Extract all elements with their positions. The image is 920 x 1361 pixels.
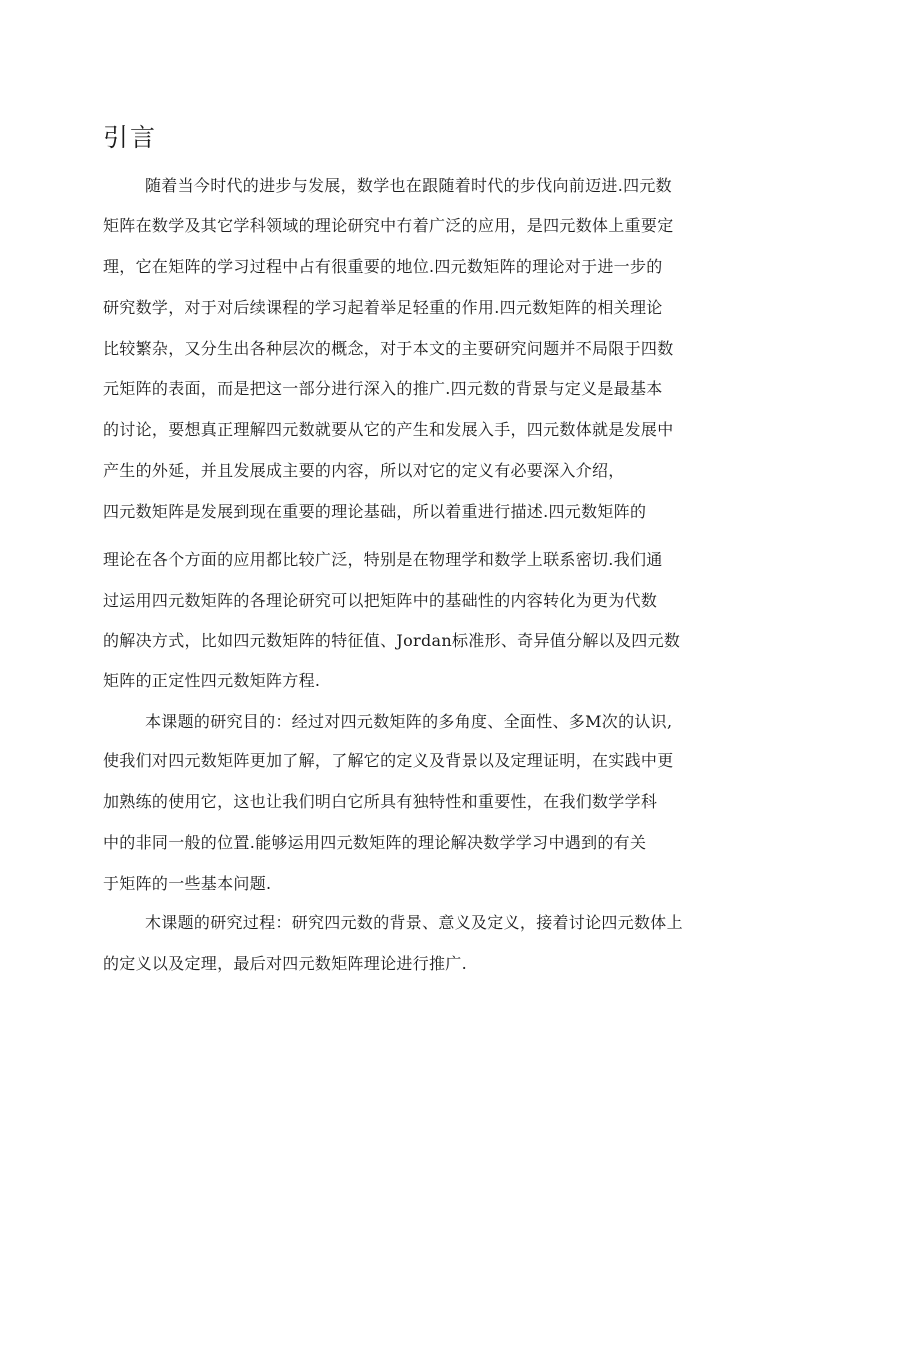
text-line: 矩阵的正定性四元数矩阵方程. [103,671,321,690]
text-line: 产生的外延，并且发展成主要的内容，所以对它的定义有必要深入介绍， [103,461,625,480]
text-line: 的讨论，要想真正理解四元数就要从它的产生和发展入手，四元数体就是发展中 [103,420,674,439]
text-line: 的解决方式，比如四元数矩阵的特征值、Jordan标准形、奇异值分解以及四元数 [103,631,681,650]
text-line: 理，它在矩阵的学习过程中占有很重要的地位.四元数矩阵的理论对于进一步的 [103,257,663,276]
text-line: 使我们对四元数矩阵更加了解，了解它的定义及背景以及定理证明，在实践中更 [103,751,674,770]
text-line: 元矩阵的表面，而是把这一部分进行深入的推广.四元数的背景与定义是最基本 [103,379,663,398]
section-heading: 引言 [103,123,158,152]
text-line: 加熟练的使用它，这也让我们明白它所具有独特性和重要性，在我们数学学科 [103,792,658,811]
text-line: 四元数矩阵是发展到现在重要的理论基础，所以着重进行描述.四元数矩阵的 [103,502,647,521]
text-line: 中的非同一般的位置.能够运用四元数矩阵的理论解决数学学习中遇到的有关 [103,833,647,852]
text-line: 于矩阵的一些基本问题. [103,874,272,893]
text-line: 过运用四元数矩阵的各理论研究可以把矩阵中的基础性的内容转化为更为代数 [103,591,658,610]
text-line: 研究数学，对于对后续课程的学习起着举足轻重的作用.四元数矩阵的相关理论 [103,298,663,317]
text-line: 比较繁杂，又分生出各种层次的概念，对于本文的主要研究问题并不局限于四数 [103,339,674,358]
text-line: 本课题的研究目的：经过对四元数矩阵的多角度、全面性、多M次的认识, [145,712,673,731]
text-line: 矩阵在数学及其它学科领域的理论研究中冇着广泛的应用，是四元数体上重要定 [103,216,674,235]
text-line: 木课题的研究过程：研究四元数的背景、意义及定义，接着讨论四元数体上 [145,913,683,932]
text-line: 理论在各个方面的应用都比较广泛，特别是在物理学和数学上联系密切.我们通 [103,550,663,569]
text-line: 的定义以及定理，最后对四元数矩阵理论进行推广. [103,954,467,973]
text-line: 随着当今时代的进步与发展，数学也在跟随着时代的步伐向前迈进.四元数 [145,176,672,195]
